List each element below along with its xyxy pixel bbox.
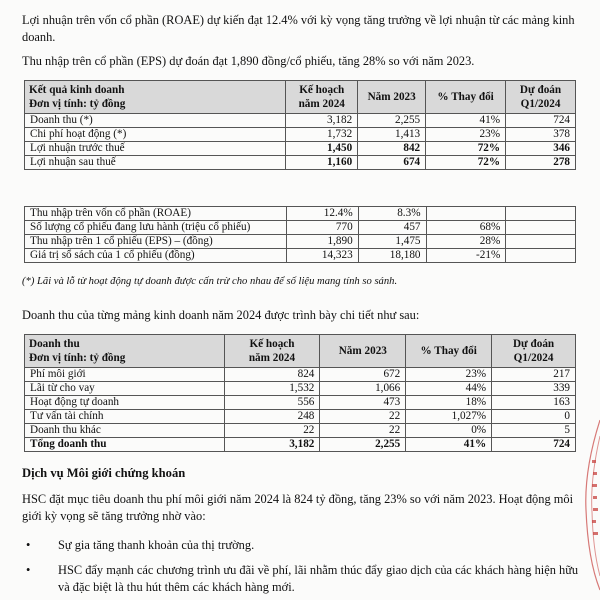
header-lead: Doanh thu Đơn vị tính: tỷ đồng bbox=[25, 335, 225, 368]
header-plan: Kế hoạch năm 2024 bbox=[286, 81, 358, 114]
header-forecast: Dự đoán Q1/2024 bbox=[492, 335, 576, 368]
header-year-2023: Năm 2023 bbox=[358, 81, 426, 114]
document-page: Lợi nhuận trên vốn cổ phần (ROAE) dự kiến đạt 12.4% với kỳ vọng tăng trưởng về lợi nhuận từ các mảng kinh doanh. Thu nhập trên cổ phần (EPS) dự đoán đạt 1,890 đồng/cổ phiếu, tăng 28% so với năm 2023. Kết quả kinh doanh Đơn vị tính: tỷ đồng Kế hoạch năm 2024 Năm 2023 % Thay đổi Dự đoán Q1/2024 Doanh thu (*) 3,182 2,255 41% 724 Chi phí hoạt động (*) 1,732 1,413 23% 378 Lợi nhuận trước thuế 1,450 842 72% 346 Lợi nhuận sau thuế 1,160 674 72% 278 Thu nhập trên vốn cổ phần (ROAE) 12.4% 8.3% Số lượng cổ phiếu đang lưu hành (triệu cổ phiếu) 770 457 68% Thu nhập trên 1 cổ phiếu (EPS) – (đồng) 1,890 1,475 28% Giá trị sổ sách của 1 cổ phiếu (đồng) 14,323 18,180 -21% (*) Lãi và lỗ từ hoạt động tự doanh được cấn trừ cho nhau để số liệu mang tính so sánh. Doanh thu của từng mảng kinh doanh năm 2024 được trình bày chi tiết như sau: Doanh thu Đơn vị tính: tỷ đồng Kế hoạch năm 2024 Năm 2023 % Thay đổi Dự đoán Q1/2024 Phí môi giới 824 672 23% 217 Lãi từ cho vay 1,532 1,066 44% 339 Hoạt động tự doanh 556 473 18% 163 Tư vấn tài chính 248 22 1,027% 0 Doanh thu khác 22 22 0% 5 Tổng doanh thu 3,182 2,255 41% 724 Dịch vụ Môi giới chứng khoán HSC đặt mục tiêu doanh thu phí môi giới năm 2024 là 824 tỷ đồng, tăng 23% so với năm 2023. Hoạt động môi giới kỳ vọng sẽ tăng trưởng nhờ vào: • Sự gia tăng thanh khoản của thị trường. • HSC đẩy mạnh các chương trình ưu đãi về phí, lãi nhằm thúc đẩy giao dịch của các khách hàng hiện hữu và đặc biệt là thu hút thêm các khách hàng mới. bbox=[0, 0, 600, 600]
table-row: Lợi nhuận sau thuế 1,160 674 72% 278 bbox=[25, 156, 576, 170]
business-results-table bbox=[24, 80, 576, 170]
ratios-table bbox=[24, 206, 576, 263]
stamp-mark bbox=[580, 400, 600, 600]
table-row: Thu nhập trên vốn cổ phần (ROAE) 12.4% 8.3% bbox=[25, 207, 576, 221]
header-change: % Thay đổi bbox=[406, 335, 492, 368]
table-row: Tư vấn tài chính 248 22 1,027% 0 bbox=[25, 410, 576, 424]
bullet-icon: • bbox=[26, 563, 31, 577]
table-row: Lợi nhuận trước thuế 1,450 842 72% 346 bbox=[25, 142, 576, 156]
roae-paragraph: Lợi nhuận trên vốn cổ phần (ROAE) dự kiến đạt 12.4% với kỳ vọng tăng trưởng về lợi nhuận từ các mảng kinh doanh. bbox=[22, 13, 575, 44]
table-header-row bbox=[25, 335, 576, 368]
table-row: Thu nhập trên 1 cổ phiếu (EPS) – (đồng) 1,890 1,475 28% bbox=[25, 235, 576, 249]
table-row: Hoạt động tự doanh 556 473 18% 163 bbox=[25, 396, 576, 410]
table-row: Chi phí hoạt động (*) 1,732 1,413 23% 378 bbox=[25, 128, 576, 142]
brokerage-paragraph: HSC đặt mục tiêu doanh thu phí môi giới năm 2024 là 824 tỷ đồng, tăng 23% so với năm 2023. Hoạt động môi giới kỳ vọng sẽ tăng trưởng nhờ vào: bbox=[22, 492, 574, 523]
header-year-2023: Năm 2023 bbox=[320, 335, 406, 368]
bullet-icon: • bbox=[26, 538, 31, 552]
header-lead: Kết quả kinh doanh Đơn vị tính: tỷ đồng bbox=[25, 81, 286, 114]
table-row: Lãi từ cho vay 1,532 1,066 44% 339 bbox=[25, 382, 576, 396]
table-row: Doanh thu (*) 3,182 2,255 41% 724 bbox=[25, 114, 576, 128]
table-row: Phí môi giới 824 672 23% 217 bbox=[25, 368, 576, 382]
table-total-row: Tổng doanh thu 3,182 2,255 41% 724 bbox=[25, 438, 576, 452]
table-row: Số lượng cổ phiếu đang lưu hành (triệu cổ phiếu) 770 457 68% bbox=[25, 221, 576, 235]
table-row: Doanh thu khác 22 22 0% 5 bbox=[25, 424, 576, 438]
header-forecast: Dự đoán Q1/2024 bbox=[506, 81, 576, 114]
table-row: Giá trị sổ sách của 1 cổ phiếu (đồng) 14,323 18,180 -21% bbox=[25, 249, 576, 263]
table-header-row bbox=[25, 81, 576, 114]
section-heading: Dịch vụ Môi giới chứng khoán bbox=[22, 466, 186, 480]
header-change: % Thay đổi bbox=[426, 81, 506, 114]
segment-intro-paragraph: Doanh thu của từng mảng kinh doanh năm 2024 được trình bày chi tiết như sau: bbox=[22, 308, 420, 322]
header-plan: Kế hoạch năm 2024 bbox=[224, 335, 320, 368]
footnote: (*) Lãi và lỗ từ hoạt động tự doanh được cấn trừ cho nhau để số liệu mang tính so sánh. bbox=[22, 276, 398, 287]
eps-paragraph: Thu nhập trên cổ phần (EPS) dự đoán đạt 1,890 đồng/cổ phiếu, tăng 28% so với năm 2023. bbox=[22, 54, 475, 68]
revenue-segment-table bbox=[24, 334, 576, 452]
